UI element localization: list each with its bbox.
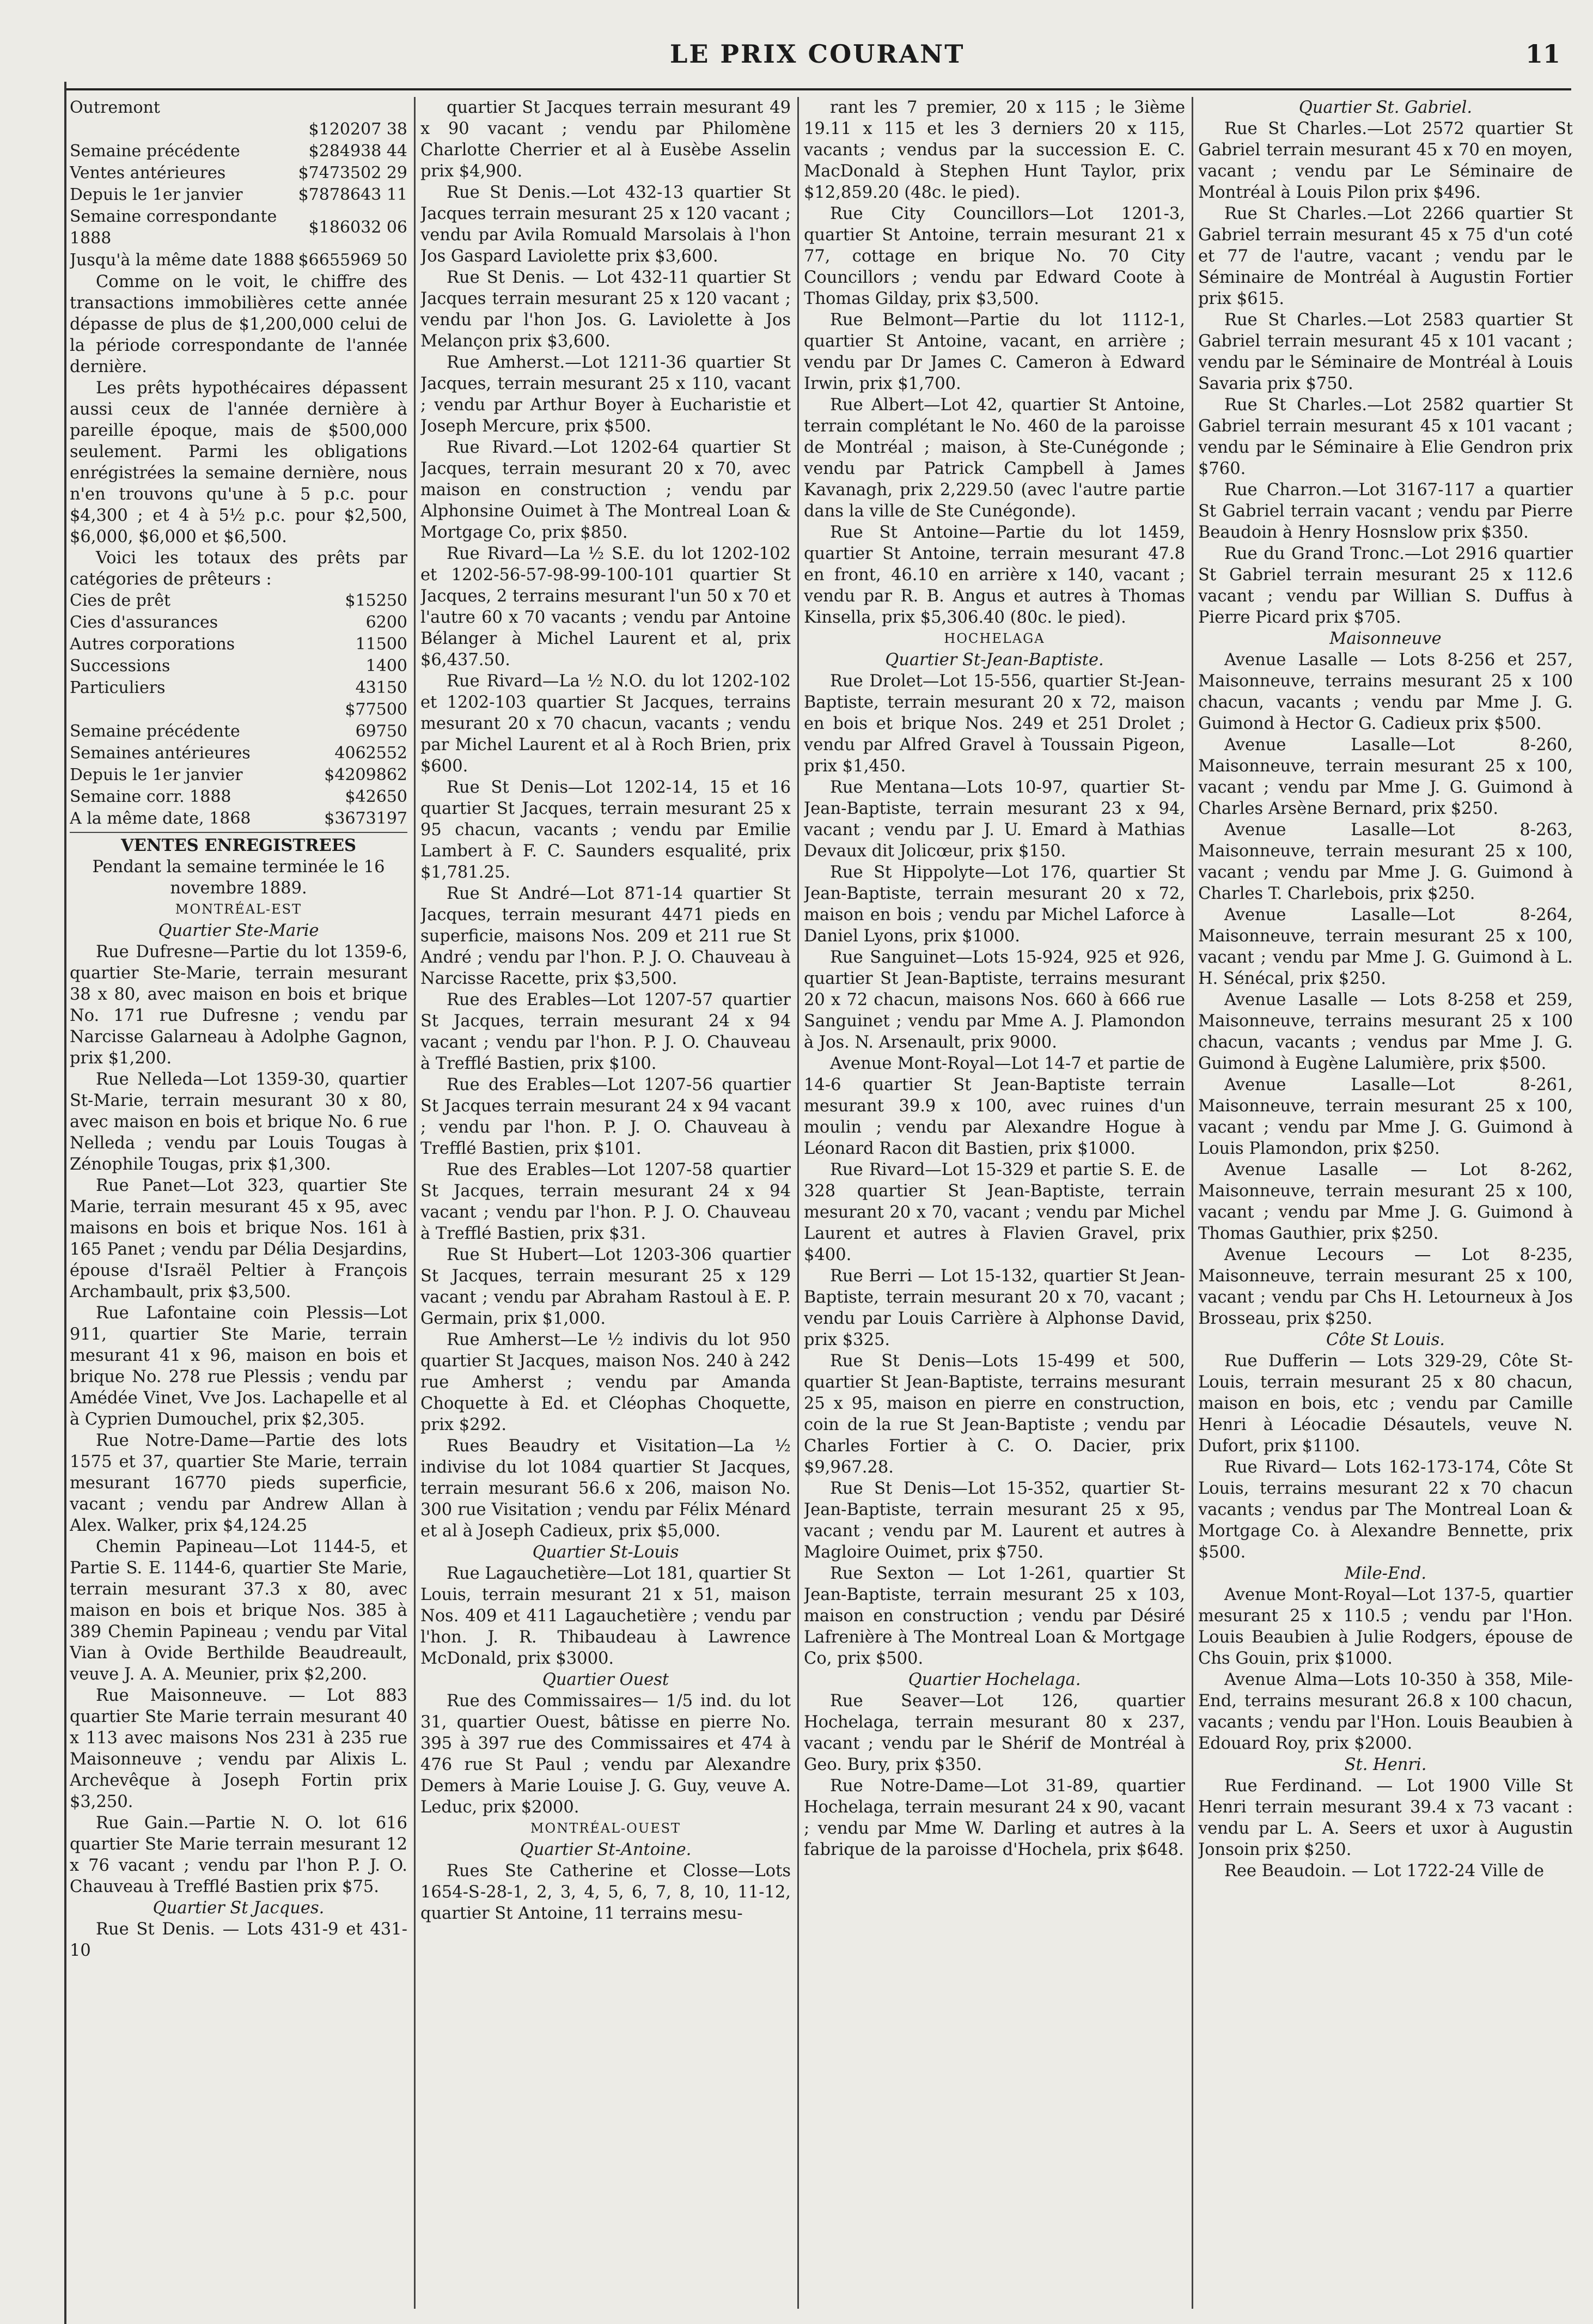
stat-row <box>70 634 407 655</box>
entry: Rue St Denis.—Lot 432-13 quartier St Jacques terrain mesurant 25 x 120 vacant ; vendu par Avila Romuald Marsolais à l'hon Jos Gaspard Laviolette prix $3,600. <box>420 183 791 266</box>
quarter-heading: Quartier Hochelaga. <box>908 1670 1081 1689</box>
paragraph: Comme on le voit, le chiffre des transactions immobilières cette année dépasse de plus de $1,200,000 celui de la période correspondante de l'année dernière. <box>70 272 407 376</box>
quarter-heading: Quartier St-Antoine. <box>520 1840 692 1859</box>
entries-list <box>70 941 407 1897</box>
entry: Rue Sanguinet—Lots 15-924, 925 et 926, quartier St Jean-Baptiste, terrains mesurant 20 x 72 chacun, maisons Nos. 660 à 666 rue Sanguinet ; vendu par Mme A. J. Plamondon à Jos. N. Arsenault, prix 9000. <box>804 948 1185 1052</box>
entry: Avenue Mont-Royal—Lot 14-7 et partie de 14-6 quartier St Jean-Baptiste terrain mesurant 39.9 x 100, avec ruines d'un moulin ; vendu par Alexandre Hogue à Léonard Racon dit Bastien, prix $1000. <box>804 1054 1185 1158</box>
newspaper-title: LE PRIX COURANT <box>670 39 965 69</box>
entry: Rue Rivard—Lot 15-329 et partie S. E. de 328 quartier St Jean-Baptiste, terrain mesurant 20 x 70, vacant ; vendu par Michel Laurent et autres à Flavien Gravel, prix $400. <box>804 1160 1185 1264</box>
entry: Rue Drolet—Lot 15-556, quartier St-Jean-Baptiste, terrain mesurant 20 x 72, maison en bois et brique Nos. 249 et 251 Drolet ; vendu par Alfred Gravel à Toussain Pigeon, prix $1,450. <box>804 672 1185 776</box>
quarter-heading: St. Henri. <box>1344 1755 1427 1774</box>
page-number: 11 <box>1525 39 1560 69</box>
stat-row <box>70 206 407 250</box>
stat-row <box>70 677 407 699</box>
stat-label: Depuis le 1er janvier <box>70 185 243 204</box>
quarter-heading: Quartier St-Louis <box>532 1543 679 1562</box>
entry: Rue des Erables—Lot 1207-56 quartier St Jacques terrain mesurant 24 x 94 vacant ; vendu par l'hon. P. J. O. Chauveau à Trefflé Bastien, prix $101. <box>420 1075 791 1158</box>
stat-value: $284938 44 <box>308 142 407 161</box>
entry: Rue City Councillors—Lot 1201-3, quartier St Antoine, terrain mesurant 21 x 77, cottage en brique No. 70 City Councillors ; vendu par Edward Coote à Thomas Gilday, prix $3,500. <box>804 204 1185 308</box>
stat-row <box>70 590 407 612</box>
section-heading: VENTES ENREGISTREES <box>120 836 356 855</box>
stat-value: $77500 <box>345 700 407 719</box>
stat-row <box>70 786 407 808</box>
entry: Avenue Lasalle—Lot 8-264, Maisonneuve, terrain mesurant 25 x 100, vacant ; vendu par Mme J. G. Guimond à L. H. Sénécal, prix $250. <box>1198 905 1573 988</box>
district-heading: MONTRÉAL-OUEST <box>530 1821 681 1836</box>
entry: Rues Ste Catherine et Closse—Lots 1654-S-28-1, 2, 3, 4, 5, 6, 7, 8, 10, 11-12, quartier St Antoine, 11 terrains mesu- <box>420 1861 791 1923</box>
stat-label: Cies d'assurances <box>70 613 218 632</box>
stat-row <box>70 97 407 119</box>
stat-label: Cies de prêt <box>70 591 171 610</box>
entry: Rue St Hubert—Lot 1203-306 quartier St Jacques, terrain mesurant 25 x 129 vacant ; vendu par Abraham Rastoul à E. P. Germain, prix $1,000. <box>420 1245 791 1328</box>
quarter-heading: Quartier St Jacques. <box>152 1899 325 1918</box>
entry: Chemin Papineau—Lot 1144-5, et Partie S. E. 1144-6, quartier Ste Marie, terrain mesurant 37.3 x 80, avec maison en bois et brique Nos. 385 à 389 Chemin Papineau ; vendu par Vital Vian à Ovide Berthilde Beaudreault, veuve J. A. A. Meunier, prix $2,200. <box>70 1537 407 1684</box>
stat-value: 11500 <box>355 635 407 654</box>
stat-value: $15250 <box>345 591 407 610</box>
stat-label <box>70 699 301 721</box>
stat-row <box>70 250 407 271</box>
entries-list <box>804 671 1185 1669</box>
stat-label: Autres corporations <box>70 635 235 654</box>
loans-table <box>70 590 407 830</box>
entry: Avenue Lasalle—Lot 8-261, Maisonneuve, terrain mesurant 25 x 100, vacant ; vendu par Mme J. G. Guimond à Louis Plamondon, prix $250. <box>1198 1075 1573 1158</box>
entry: Rue Rivard.—Lot 1202-64 quartier St Jacques, terrain mesurant 20 x 70, avec maison en construction ; vendu par Alphonsine Ouimet à The Montreal Loan & Mortgage Co, prix $850. <box>420 438 791 542</box>
stat-value: $7878643 11 <box>298 185 407 204</box>
stat-label: Semaine précédente <box>70 142 240 161</box>
entry: Rue St Charles.—Lot 2572 quartier St Gabriel terrain mesurant 45 x 70 en moyen, vacant ; vendu par Le Séminaire de Montréal à Louis Pilon prix $496. <box>1198 119 1573 202</box>
paragraph: Les prêts hypothécaires dépassent aussi ceux de l'année dernière à pareille époque, mais de $500,000 seulement. Parmi les obligations enrégistrées la semaine dernière, nous n'en trouvons qu'une à 5 p.c. pour $4,300 ; et 4 à 5½ p.c. pour $2,500, $6,000, $6,000 et $6,500. <box>70 379 407 546</box>
entry: Rue Rivard—La ½ N.O. du lot 1202-102 et 1202-103 quartier St Jacques, terrains mesurant 20 x 70 chacun, vacants ; vendu par Michel Laurent et al à Roch Brien, prix $600. <box>420 672 791 776</box>
columns <box>70 97 1573 2309</box>
quarter-heading: Maisonneuve <box>1329 629 1442 648</box>
stat-value: 4062552 <box>334 744 407 763</box>
entry: Rue St Charles.—Lot 2266 quartier St Gabriel terrain mesurant 45 x 75 d'un coté et 77 de l'autre, vacant ; vendu par le Séminaire de Montréal à Augustin Fortier prix $615. <box>1198 204 1573 308</box>
entries-list <box>1198 118 1573 628</box>
entry: Rue Amherst—Le ½ indivis du lot 950 quartier St Jacques, maison Nos. 240 à 242 rue Amherst ; vendu par Amanda Choquette à Ed. et Cléophas Choquette, prix $292. <box>420 1330 791 1434</box>
stat-row <box>70 141 407 162</box>
entry: Ree Beaudoin. — Lot 1722-24 Ville de <box>1224 1861 1544 1881</box>
stat-label: Outremont <box>70 98 160 117</box>
entry: Rue St Charles.—Lot 2582 quartier St Gabriel terrain mesurant 45 x 101 vacant ; vendu par le Séminaire à Elie Gendron prix $760. <box>1198 396 1573 478</box>
entry: Rue Ferdinand. — Lot 1900 Ville St Henri terrain mesurant 39.4 x 73 vacant : vendu par L. A. Seers et uxor à Augustin Jonsoin prix $250. <box>1198 1777 1573 1859</box>
entry: Avenue Lasalle—Lot 8-263, Maisonneuve, terrain mesurant 25 x 100, vacant ; vendu par Mme J. G. Guimond à Charles T. Charlebois, prix $250. <box>1198 820 1573 903</box>
stat-label: Ventes antérieures <box>70 163 226 182</box>
stat-value: $7473502 29 <box>298 163 407 182</box>
entry: Rue Lagauchetière—Lot 181, quartier St Louis, terrain mesurant 21 x 51, maison Nos. 409 et 411 Lagauchetière ; vendu par l'hon. J. R. Thibaudeau à Lawrence McDonald, prix $3000. <box>420 1564 791 1668</box>
entry: Avenue Alma—Lots 10-350 à 358, Mile-End, terrains mesurant 26.8 x 100 chacun, vacants ; vendu par l'Hon. Louis Beaubien à Edouard Roy, prix $2000. <box>1198 1670 1573 1753</box>
stat-label: Semaine précédente <box>70 722 240 741</box>
quarter-heading: Quartier Ste-Marie <box>158 921 319 940</box>
entries-list <box>420 1563 791 1669</box>
entry: Rue Seaver—Lot 126, quartier Hochelaga, terrain mesurant 80 x 237, vacant ; vendu par le Shérif de Montréal à Geo. Bury, prix $350. <box>804 1692 1185 1774</box>
entry: Rue des Commissaires— 1/5 ind. du lot 31, quartier Ouest, bâtisse en pierre No. 395 à 397 rue des Commissaires et 474 à 476 rue St Paul ; vendu par Alexandre Demers à Marie Louise J. G. Guy, veuve A. Leduc, prix $2000. <box>420 1692 791 1817</box>
stat-label: Jusqu'à la même date 1888 <box>70 251 295 270</box>
entry: Rue du Grand Tronc.—Lot 2916 quartier St Gabriel terrain mesurant 25 x 112.6 vacant ; vendu par Willian S. Duffus à Pierre Picard prix $705. <box>1198 544 1573 627</box>
page-margin-line <box>64 82 66 2324</box>
entries-list <box>1198 649 1573 1329</box>
entry: Rue Lafontaine coin Plessis—Lot 911, quartier Ste Marie, terrain mesurant 41 x 96, maison en bois et brique No. 278 rue Plessis ; vendu par Amédée Vinet, Vve Jos. Lachapelle et al à Cyprien Dumouchel, prix $2,305. <box>70 1304 407 1429</box>
stat-label: Semaine corr. 1888 <box>70 787 231 806</box>
stat-value: $6655969 50 <box>298 251 407 270</box>
stat-value: 43150 <box>355 678 407 697</box>
rule <box>70 832 407 833</box>
entry: quartier St Jacques terrain mesurant 49 x 90 vacant ; vendu par Philomène Charlotte Cherrier et al à Eusèbe Asselin prix $4,900. <box>420 98 791 181</box>
entry: Rues Beaudry et Visitation—La ½ indivise du lot 1084 quartier St Jacques, terrain mesurant 56.6 x 206, maison No. 300 rue Visitation ; vendu par Félix Ménard et al à Joseph Cadieux, prix $5,000. <box>420 1437 791 1541</box>
stat-row <box>70 119 407 141</box>
entry: Rue Sexton — Lot 1-261, quartier St Jean-Baptiste, terrain mesurant 25 x 103, maison en construction ; vendu par Désiré Lafrenière à The Montreal Loan & Mortgage Co, prix $500. <box>804 1564 1185 1668</box>
stat-label: Particuliers <box>70 678 166 697</box>
stat-row <box>70 184 407 206</box>
stat-row <box>70 655 407 677</box>
quarter-heading: Quartier St-Jean-Baptiste. <box>885 650 1104 670</box>
stat-row <box>70 612 407 634</box>
entry: Rue Berri — Lot 15-132, quartier St Jean-Baptiste, terrain mesurant 20 x 70, vacant ; vendu par Louis Carrière à Alphonse David, prix $325. <box>804 1267 1185 1349</box>
entry: Rue Rivard—La ½ S.E. du lot 1202-102 et 1202-56-57-98-99-100-101 quartier St Jacques, 2 terrains mesurant l'un 50 x 70 et l'autre 60 x 70 vacants ; vendu par Antoine Bélanger à Michel Laurent et al, prix $6,437.50. <box>420 544 791 670</box>
stat-row <box>70 764 407 786</box>
entry: Rue St Denis—Lot 1202-14, 15 et 16 quartier St Jacques, terrain mesurant 25 x 95 chacun, vacants ; vendu par Emilie Lambert à F. C. Saunders esqualité, prix $1,781.25. <box>420 778 791 882</box>
stat-value: 6200 <box>365 613 407 632</box>
entry: Rue St Hippolyte—Lot 176, quartier St Jean-Baptiste, terrain mesurant 20 x 72, maison en bois ; vendu par Michel Laforce à Daniel Lyons, prix $1000. <box>804 863 1185 946</box>
stat-value: $186032 06 <box>308 218 407 237</box>
stat-label: Semaine correspondante 1888 <box>70 207 277 248</box>
entry: Rue Amherst.—Lot 1211-36 quartier St Jacques, terrain mesurant 25 x 110, vacant ; vendu par Arthur Boyer à Eucharistie et Joseph Mercure, prix $500. <box>420 353 791 436</box>
entry: Rue Nelleda—Lot 1359-30, quartier St-Marie, terrain mesurant 30 x 80, avec maison en bois et brique No. 6 rue Nelleda ; vendu par Louis Tougas à Zénophile Tougas, prix $1,300. <box>70 1070 407 1174</box>
column-separator <box>414 97 416 2309</box>
entry: Rue St Denis. — Lots 431-9 et 431-10 <box>70 1920 407 1960</box>
quarter-heading: Mile-End. <box>1344 1564 1427 1583</box>
column-1 <box>70 97 407 2309</box>
stat-row <box>70 743 407 764</box>
page-header <box>0 0 1593 87</box>
column-3 <box>804 97 1185 2309</box>
entry: Rue Notre-Dame—Lot 31-89, quartier Hochelaga, terrain mesurant 24 x 90, vacant ; vendu par Mme W. Darling et autres à la fabrique de la paroisse d'Hochela, prix $648. <box>804 1777 1185 1859</box>
entry: Avenue Mont-Royal—Lot 137-5, quartier mesurant 25 x 110.5 ; vendu par l'Hon. Louis Beaubien à Julie Rodgers, épouse de Chs Gouin, prix $1000. <box>1198 1585 1573 1668</box>
entries-list <box>804 1690 1185 1860</box>
column-separator <box>1192 97 1193 2309</box>
entry: Rue Mentana—Lots 10-97, quartier St-Jean-Baptiste, terrain mesurant 23 x 94, vacant ; vendu par J. U. Emard à Mathias Devaux dit Jolicœur, prix $150. <box>804 778 1185 861</box>
entries-list <box>1198 1584 1573 1754</box>
stat-row <box>70 699 407 721</box>
entries-list <box>420 1690 791 1818</box>
entry: Rue des Erables—Lot 1207-58 quartier St Jacques, terrain mesurant 24 x 94 vacant ; vendu par l'hon. P. J. O. Chauveau à Trefflé Bastien, prix $31. <box>420 1160 791 1243</box>
entry: Rue Dufresne—Partie du lot 1359-6, quartier Ste-Marie, terrain mesurant 38 x 80, avec maison en bois et brique No. 171 rue Dufresne ; vendu par Narcisse Galarneau à Adolphe Gagnon, prix $1,200. <box>70 942 407 1068</box>
entry: Rue Albert—Lot 42, quartier St Antoine, terrain complétant le No. 460 de la paroisse de Montréal ; maison, à Ste-Cunégonde ; vendu par Patrick Campbell à James Kavanagh, prix 2,229.50 (avec l'autre partie dans la ville de Ste Cunégonde). <box>804 396 1185 521</box>
quarter-heading: Quartier St. Gabriel. <box>1298 98 1473 117</box>
entry: Rue Charron.—Lot 3167-117 a quartier St Gabriel terrain vacant ; vendu par Pierre Beaudoin à Henry Hosnslow prix $350. <box>1198 480 1573 542</box>
entry: Avenue Lecours — Lot 8-235, Maisonneuve, terrain mesurant 25 x 100, vacant ; vendu par Chs H. Letourneux à Jos Brosseau, prix $250. <box>1198 1245 1573 1328</box>
entry: Rue Panet—Lot 323, quartier Ste Marie, terrain mesurant 45 x 95, avec maisons en bois et brique Nos. 161 à 165 Panet ; vendu par Délia Desjardins, épouse d'Israël Peltier à François Archambault, prix $3,500. <box>70 1176 407 1301</box>
entry: Rue Dufferin — Lots 329-29, Côte St-Louis, terrain mesurant 25 x 80 chacun, maison en bois, etc ; vendu par Camille Henri à Léocadie Désautels, veuve N. Dufort, prix $1100. <box>1198 1352 1573 1456</box>
column-4 <box>1198 97 1573 2309</box>
stat-value: $4209862 <box>324 765 407 784</box>
quarter-heading: Quartier Ouest <box>542 1670 669 1689</box>
stat-value <box>298 97 407 119</box>
paragraph: Voici les totaux des prêts par catégories de prêteurs : <box>70 549 407 589</box>
header-rule <box>65 88 1571 90</box>
sales-totals-table <box>70 97 407 271</box>
entry: Rue St Antoine—Partie du lot 1459, quartier St Antoine, terrain mesurant 47.8 en front, 46.10 en arrière x 140, vacant ; vendu par R. B. Angus et autres à Thomas Kinsella, prix $5,306.40 (80c. le pied). <box>804 523 1185 627</box>
stat-value: $3673197 <box>324 809 407 828</box>
stat-value: $120207 38 <box>308 120 407 139</box>
entry: Rue St André—Lot 871-14 quartier St Jacques, terrain mesurant 4471 pieds en superficie, maisons Nos. 209 et 211 rue St André ; vendu par l'hon. P. J. O. Chauveau à Narcisse Racette, prix $3,500. <box>420 884 791 988</box>
stat-label: Depuis le 1er janvier <box>70 765 243 784</box>
entry: Avenue Lasalle—Lot 8-260, Maisonneuve, terrain mesurant 25 x 100, vacant ; vendu par Mme J. G. Guimond à Charles Arsène Bernard, prix $250. <box>1198 735 1573 818</box>
stat-row <box>70 808 407 830</box>
column-separator <box>797 97 799 2309</box>
entry: Rue Notre-Dame—Partie des lots 1575 et 37, quartier Ste Marie, terrain mesurant 16770 pieds superficie, vacant ; vendu par Andrew Allan à Alex. Walker, prix $4,124.25 <box>70 1431 407 1535</box>
entries-list <box>804 97 1185 628</box>
entry: Rue Belmont—Partie du lot 1112-1, quartier St Antoine, vacant, en arrière ; vendu par Dr James C. Cameron à Edward Irwin, prix $1,700. <box>804 311 1185 393</box>
entry: Rue Gain.—Partie N. O. lot 616 quartier Ste Marie terrain mesurant 12 x 76 vacant ; vendu par l'hon P. J. O. Chauveau à Trefflé Bastien prix $75. <box>70 1814 407 1896</box>
entry: rant les 7 premier, 20 x 115 ; le 3ième 19.11 x 115 et les 3 derniers 20 x 115, vacants ; vendus par la succession E. C. MacDonald à Stephen Hunt Taylor, prix $12,859.20 (48c. le pied). <box>804 98 1185 202</box>
entry: Avenue Lasalle — Lot 8-262, Maisonneuve, terrain mesurant 25 x 100, vacant ; vendu par Mme J. G. Guimond à Thomas Gauthier, prix $250. <box>1198 1160 1573 1243</box>
stat-value: $42650 <box>345 787 407 806</box>
entry: Rue St Denis—Lot 15-352, quartier St-Jean-Baptiste, terrain mesurant 25 x 95, vacant ; vendu par M. Laurent et autres à Magloire Ouimet, prix $750. <box>804 1479 1185 1562</box>
entry: Rue Maisonneuve. — Lot 883 quartier Ste Marie terrain mesurant 40 x 113 avec maisons Nos 231 à 235 rue Maisonneuve ; vendu par Alixis L. Archevêque à Joseph Fortin prix $3,250. <box>70 1686 407 1811</box>
entry: Rue des Erables—Lot 1207-57 quartier St Jacques, terrain mesurant 24 x 94 vacant ; vendu par l'hon. P. J. O. Chauveau à Trefflé Bastien, prix $100. <box>420 990 791 1073</box>
stat-row <box>70 721 407 743</box>
stat-label: Semaines antérieures <box>70 744 251 763</box>
entries-list <box>1198 1350 1573 1563</box>
stat-label <box>70 119 298 141</box>
stat-value: 69750 <box>355 722 407 741</box>
entry: Rue St Charles.—Lot 2583 quartier St Gabriel terrain mesurant 45 x 101 vacant ; vendu par le Séminaire de Montréal à Louis Savaria prix $750. <box>1198 311 1573 393</box>
entry: Avenue Lasalle — Lots 8-256 et 257, Maisonneuve, terrains mesurant 25 x 100 chacun, vacants ; vendu par Mme J. G. Guimond à Hector G. Cadieux prix $500. <box>1198 650 1573 733</box>
stat-row <box>70 162 407 184</box>
quarter-heading: Côte St Louis. <box>1326 1330 1445 1349</box>
stat-label: Successions <box>70 656 170 676</box>
entry: Rue Rivard— Lots 162-173-174, Côte St Louis, terrains mesurant 22 x 70 chacun vacants ; vendus par The Montreal Loan & Mortgage Co. à Alexandre Bennette, prix $500. <box>1198 1458 1573 1562</box>
district-heading: MONTRÉAL-EST <box>175 902 302 917</box>
district-heading: HOCHELAGA <box>944 631 1045 646</box>
entry: Avenue Lasalle — Lots 8-258 et 259, Maisonneuve, terrains mesurant 25 x 100 chacun, vacants ; vendus par Mme J. G. Guimond à Eugène Lalumière, prix $500. <box>1198 990 1573 1073</box>
section-subheading: Pendant la semaine terminée le 16 novembre 1889. <box>92 857 385 898</box>
stat-value: 1400 <box>365 656 407 676</box>
entry: Rue St Denis—Lots 15-499 et 500, quartier St Jean-Baptiste, terrains mesurant 25 x 95, maison en pierre en construction, coin de la rue St Jean-Baptiste ; vendu par Charles Fortier à C. O. Dacier, prix $9,967.28. <box>804 1352 1185 1477</box>
entry: Rue St Denis. — Lot 432-11 quartier St Jacques terrain mesurant 25 x 120 vacant ; vendu par l'hon Jos. G. Laviolette à Jos Melançon prix $3,600. <box>420 268 791 351</box>
entries-list <box>420 97 791 1542</box>
entries-list <box>1198 1775 1573 1860</box>
stat-label: A la même date, 1868 <box>70 809 251 828</box>
column-2 <box>420 97 791 2309</box>
